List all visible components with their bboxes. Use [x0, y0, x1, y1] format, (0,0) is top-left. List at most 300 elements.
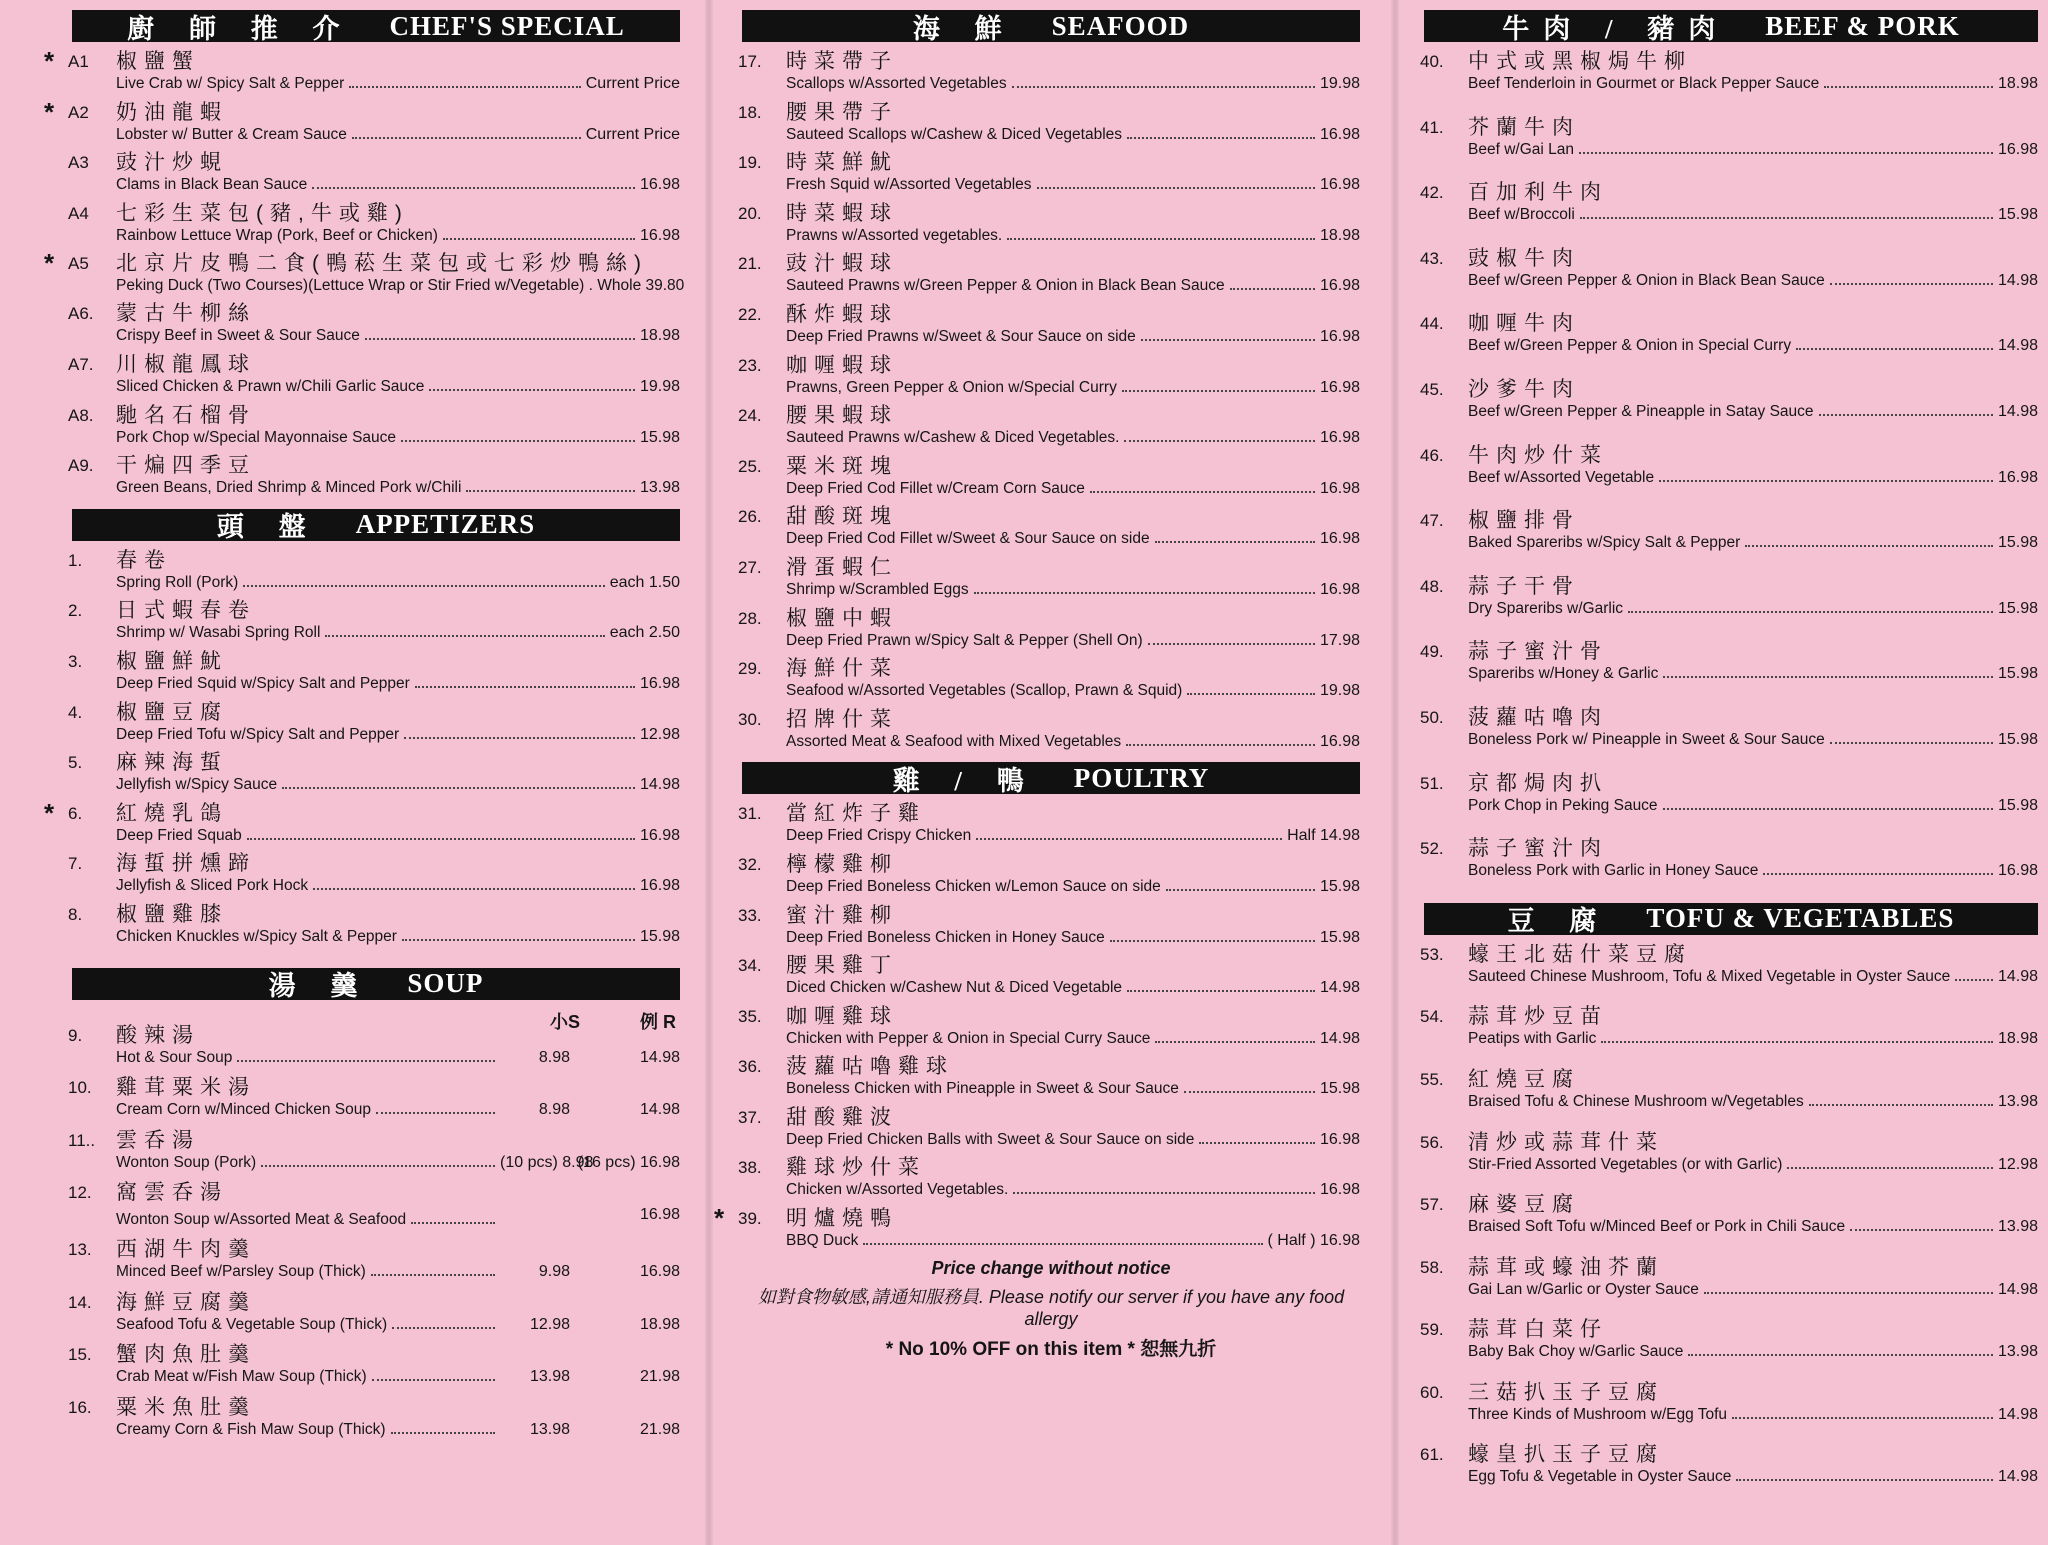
item-price: 14.98 — [1997, 402, 2038, 420]
item-description-line — [1468, 206, 2038, 224]
item-name-en: Stir-Fried Assorted Vegetables (or with Garlic) — [1468, 1155, 1783, 1173]
item-price: ( Half ) 16.98 — [1267, 1232, 1360, 1250]
item-price: 16.98 — [1319, 530, 1360, 548]
item-number — [68, 205, 89, 224]
item-number-text: A9. — [68, 456, 94, 476]
item-price: 14.98 — [1997, 1405, 2038, 1423]
dot-leader — [1830, 283, 1993, 285]
menu-fold-crease — [1391, 0, 1399, 1545]
item-name-en: Peatips with Garlic — [1468, 1030, 1597, 1048]
menu-item — [68, 1237, 680, 1281]
item-price: 16.98 — [639, 826, 680, 844]
item-number — [1420, 1008, 1444, 1027]
item-name-zh: 時菜蝦球 — [786, 201, 898, 225]
item-name-zh: 紅燒乳鴿 — [116, 801, 228, 825]
item-number — [44, 797, 83, 828]
menu-item — [1420, 1380, 2038, 1424]
item-description-line — [786, 1181, 1360, 1199]
section-title-zh: 湯 羹 — [268, 971, 372, 1002]
item-number-text: 27. — [738, 557, 762, 577]
item-name-en: Prawns w/Assorted vegetables. — [786, 226, 1003, 244]
allergy-notice-en: Please notify our server if you have any food allergy — [988, 1286, 1345, 1329]
menu-item — [1420, 837, 2038, 880]
dot-leader — [976, 838, 1282, 840]
dot-leader — [1580, 217, 1993, 219]
section-title-zh: 雞 / 鴨 — [892, 765, 1038, 796]
menu-item — [68, 1395, 680, 1439]
menu-item — [1420, 443, 2038, 487]
item-name-en: Deep Fried Boneless Chicken in Honey Sauce — [786, 928, 1105, 946]
menu-item — [1420, 246, 2038, 290]
item-name-zh: 芥蘭牛肉 — [1468, 115, 1580, 139]
item-number-text: 9. — [68, 1025, 83, 1045]
item-number — [68, 305, 94, 324]
item-price: 15.98 — [639, 428, 680, 446]
item-description-line — [786, 1030, 1360, 1048]
item-name-en: Beef w/Green Pepper & Pineapple in Satay Sauce — [1468, 402, 1814, 420]
dot-leader — [1037, 187, 1315, 189]
price-regular: 14.98 — [639, 1101, 680, 1119]
item-number-text: 40. — [1420, 52, 1444, 71]
item-price: 19.98 — [1319, 75, 1360, 92]
item-description-line — [786, 530, 1360, 548]
item-name-en: Baked Spareribs w/Spicy Salt & Pepper — [1468, 534, 1741, 552]
item-description-line — [1468, 1093, 2038, 1111]
item-description-line — [116, 75, 680, 93]
item-number-text: 3. — [68, 651, 83, 671]
item-description-line — [116, 1154, 680, 1172]
price-small — [500, 1206, 570, 1224]
item-name-en: Braised Soft Tofu w/Minced Beef or Pork in Chili Sauce — [1468, 1218, 1846, 1236]
menu-item — [68, 1023, 680, 1067]
item-number — [68, 906, 82, 925]
item-number — [738, 53, 762, 72]
dot-leader — [1013, 1192, 1315, 1194]
item-price: 13.98 — [1997, 1092, 2038, 1110]
item-number-text: 32. — [738, 854, 762, 874]
item-name-zh: 海鮮什菜 — [786, 657, 898, 681]
item-name-zh: 時菜帶子 — [786, 50, 898, 73]
item-number-text: 4. — [68, 702, 83, 722]
section-header-chef-special — [72, 10, 680, 42]
item-name-en: Deep Fried Squab — [116, 826, 242, 844]
item-name-zh: 豉椒牛肉 — [1468, 246, 1580, 270]
section-header-poultry — [742, 762, 1360, 794]
section-title-en: POULTRY — [1073, 762, 1210, 793]
dot-leader — [392, 1327, 495, 1329]
item-number-text: 48. — [1420, 576, 1444, 596]
item-name-en: Beef Tenderloin in Gourmet or Black Pepper Sauce — [1468, 75, 1820, 92]
item-name-en: Creamy Corn & Fish Maw Soup (Thick) — [116, 1420, 386, 1438]
item-name-zh: 雞球炒什菜 — [786, 1156, 926, 1180]
item-name-zh: 春卷 — [116, 548, 172, 572]
item-name-en: Chicken with Pepper & Onion in Special Curry Sauce — [786, 1029, 1151, 1047]
item-name-en: Pork Chop in Peking Sauce — [1468, 796, 1658, 814]
item-name-zh: 腰果蝦球 — [786, 404, 898, 428]
item-number-text: 36. — [738, 1057, 762, 1077]
item-price: 15.98 — [1997, 534, 2038, 552]
item-description-line — [786, 480, 1360, 498]
item-name-zh: 椒鹽排骨 — [1468, 509, 1580, 533]
item-number — [738, 357, 762, 376]
dot-leader — [974, 592, 1315, 594]
item-name-zh: 咖喱蝦球 — [786, 353, 898, 377]
item-name-en: Hot & Sour Soup — [116, 1048, 233, 1066]
star-marker: * — [714, 1203, 725, 1234]
menu-item — [738, 151, 1360, 194]
item-number — [1420, 775, 1444, 794]
item-name-en: Assorted Meat & Seafood with Mixed Vegetables — [786, 732, 1122, 750]
item-description-line — [1468, 862, 2038, 880]
item-description-line — [116, 827, 680, 845]
item-name-zh: 蜜汁雞柳 — [786, 903, 898, 927]
item-name-zh: 雞茸粟米湯 — [116, 1076, 256, 1100]
item-name-zh: 馳名石榴骨 — [116, 403, 256, 427]
item-description-line — [1468, 665, 2038, 683]
item-price: 15.98 — [1997, 599, 2038, 617]
item-name-en: Beef w/Green Pepper & Onion in Black Bean Sauce — [1468, 271, 1825, 289]
dot-leader — [1955, 979, 1993, 981]
section-title-zh: 廚 師 推 介 — [127, 13, 354, 44]
item-number — [1420, 381, 1444, 400]
item-number — [68, 704, 82, 723]
item-description-line — [116, 378, 680, 396]
item-name-zh: 蠔王北菇什菜豆腐 — [1468, 942, 1692, 966]
item-name-zh: 中式或黑椒焗牛柳 — [1468, 50, 1692, 73]
menu-item — [68, 599, 680, 642]
item-description-line — [786, 328, 1360, 346]
item-name-en: Sliced Chicken & Prawn w/Chili Garlic Sauce — [116, 378, 425, 396]
item-description-line — [1468, 403, 2038, 421]
item-number-text: 54. — [1420, 1007, 1444, 1027]
dot-leader — [349, 86, 580, 88]
dot-leader — [1090, 491, 1315, 493]
poultry-list — [714, 802, 1360, 1250]
no-discount-en: * No 10% OFF on this item — [885, 1338, 1123, 1360]
dot-leader — [1663, 808, 1993, 810]
item-name-en: Cream Corn w/Minced Chicken Soup — [116, 1101, 371, 1119]
item-number — [738, 559, 762, 578]
item-description-line — [116, 327, 680, 345]
dot-leader — [312, 187, 635, 189]
item-name-en: Wonton Soup w/Assorted Meat & Seafood — [116, 1210, 407, 1228]
item-name-en: Crab Meat w/Fish Maw Soup (Thick) — [116, 1368, 367, 1386]
item-name-en: Lobster w/ Butter & Cream Sauce — [116, 125, 347, 143]
item-description-line — [116, 227, 680, 245]
item-name-zh: 蟹肉魚肚羹 — [116, 1343, 256, 1367]
item-description-line — [116, 126, 680, 144]
dot-leader — [411, 1222, 495, 1224]
menu-item — [68, 852, 680, 895]
item-price: 19.98 — [639, 378, 680, 396]
item-name-en: Braised Tofu & Chinese Mushroom w/Vegetables — [1468, 1092, 1804, 1110]
item-number-text: 29. — [738, 659, 762, 679]
item-name-en: Deep Fried Tofu w/Spicy Salt and Pepper — [116, 725, 400, 743]
item-name-en: Three Kinds of Mushroom w/Egg Tofu — [1468, 1405, 1728, 1423]
item-number-text: 23. — [738, 355, 762, 375]
section-title-en: APPETIZERS — [355, 509, 536, 540]
item-description-line — [1468, 968, 2038, 986]
item-number — [738, 1058, 762, 1077]
item-description-line — [1468, 1156, 2038, 1174]
menu-item — [1420, 115, 2038, 159]
item-description-line — [786, 1080, 1360, 1098]
dot-leader — [1187, 693, 1315, 695]
item-number-text: 30. — [738, 709, 762, 729]
menu-panel-middle — [714, 10, 1360, 1361]
item-name-en: Seafood w/Assorted Vegetables (Scallop, Prawn & Squid) — [786, 682, 1183, 700]
item-name-en: Gai Lan w/Garlic or Oyster Sauce — [1468, 1280, 1699, 1298]
item-number — [44, 248, 89, 279]
item-name-en: Rainbow Lettuce Wrap (Pork, Beef or Chicken) — [116, 226, 438, 244]
item-name-en: Diced Chicken w/Cashew Nut & Diced Vegetable — [786, 979, 1123, 997]
item-name-zh: 時菜鮮魷 — [786, 151, 898, 175]
dot-leader — [243, 585, 604, 587]
item-number — [68, 552, 82, 571]
item-number — [44, 96, 89, 127]
item-price: 15.98 — [1997, 796, 2038, 814]
item-name-en: Sauteed Scallops w/Cashew & Diced Vegetables — [786, 125, 1123, 143]
item-number — [68, 1132, 95, 1151]
item-description-line — [1468, 797, 2038, 815]
price-small: (10 pcs) 8.98 — [500, 1153, 594, 1171]
item-name-en: Baby Bak Choy w/Garlic Sauce — [1468, 1343, 1684, 1361]
item-name-zh: 酥炸蝦球 — [786, 302, 898, 326]
item-description-line — [116, 726, 680, 744]
section-title-en: SEAFOOD — [1051, 10, 1190, 41]
item-price: 16.98 — [1319, 1130, 1360, 1148]
item-description-line — [1468, 534, 2038, 552]
section-header-soup — [72, 968, 680, 1000]
item-name-en: Deep Fried Boneless Chicken w/Lemon Sauce on side — [786, 877, 1161, 895]
item-number — [738, 660, 762, 679]
section-title-zh: 豆 腐 — [1507, 906, 1611, 937]
item-name-en: Minced Beef w/Parsley Soup (Thick) — [116, 1262, 366, 1280]
item-description-line — [786, 979, 1360, 997]
item-name-en: Sauteed Chinese Mushroom, Tofu & Mixed Vegetable in Oyster Sauce — [1468, 967, 1951, 985]
tofu-vegetables-list — [1420, 942, 2038, 1486]
item-name-en: Beef w/Green Pepper & Onion in Special Curry — [1468, 337, 1792, 355]
item-number — [1420, 1384, 1444, 1403]
dot-leader — [1824, 86, 1993, 88]
item-number — [1420, 1196, 1444, 1215]
item-name-zh: 京都焗肉扒 — [1468, 771, 1608, 795]
item-price: 14.98 — [1997, 1468, 2038, 1486]
menu-item — [68, 548, 680, 592]
item-price: 15.98 — [1997, 206, 2038, 224]
item-number-text: 38. — [738, 1158, 762, 1178]
item-number — [68, 1346, 92, 1365]
item-price: 16.98 — [1319, 378, 1360, 396]
item-number-text: 42. — [1420, 183, 1444, 203]
dot-leader — [1110, 940, 1315, 942]
dot-leader — [1127, 990, 1315, 992]
dot-leader — [1579, 152, 1993, 154]
item-description-line — [1468, 600, 2038, 618]
menu-item — [738, 1055, 1360, 1098]
item-description-line — [786, 632, 1360, 650]
dot-leader — [376, 1112, 495, 1114]
item-number-text: 13. — [68, 1239, 92, 1259]
menu-item — [738, 1105, 1360, 1149]
item-name-zh: 蒜茸白菜仔 — [1468, 1318, 1608, 1342]
item-name-zh: 酸辣湯 — [116, 1023, 200, 1047]
menu-item — [68, 700, 680, 744]
item-number — [738, 907, 762, 926]
item-name-zh: 蒜子干骨 — [1468, 574, 1580, 598]
item-number-text: 24. — [738, 406, 762, 426]
menu-panel-left — [44, 10, 685, 1448]
menu-item — [1420, 942, 2038, 986]
item-number — [1420, 946, 1444, 965]
item-price: 16.98 — [1319, 732, 1360, 750]
item-number-text: A6. — [68, 304, 94, 324]
item-description-line — [786, 429, 1360, 447]
menu-item — [1420, 509, 2038, 552]
item-number — [738, 1159, 762, 1178]
item-number — [1420, 578, 1444, 597]
item-number-text: 37. — [738, 1107, 762, 1127]
item-number-text: A3 — [68, 153, 89, 173]
item-name-en: Pork Chop w/Special Mayonnaise Sauce — [116, 428, 397, 446]
soup-list — [68, 1023, 680, 1439]
menu-item — [68, 1290, 680, 1334]
menu-item — [44, 96, 680, 144]
price-small: 9.98 — [538, 1262, 570, 1280]
menu-item — [1420, 574, 2038, 618]
star-marker: * — [44, 248, 55, 279]
item-name-zh: 招牌什菜 — [786, 707, 898, 731]
item-name-zh: 甜酸雞波 — [786, 1105, 898, 1129]
dot-leader — [1659, 480, 1993, 482]
menu-item — [738, 454, 1360, 498]
dot-leader — [429, 389, 635, 391]
item-number-text: 51. — [1420, 773, 1444, 793]
item-name-zh: 咖喱雞球 — [786, 1004, 898, 1028]
beef-pork-list — [1420, 50, 2038, 880]
item-number-text: 7. — [68, 854, 83, 874]
item-name-zh: 海蜇拼燻蹄 — [116, 852, 256, 876]
soup-size-small-label: 小S — [549, 1011, 580, 1032]
soup-prices — [500, 1263, 680, 1281]
soup-prices — [500, 1049, 680, 1067]
dot-leader — [1124, 440, 1315, 442]
item-description-line — [786, 277, 1360, 295]
soup-prices — [500, 1368, 680, 1386]
item-number — [1420, 1259, 1444, 1278]
item-name-zh: 蒜茸或蠔油芥蘭 — [1468, 1255, 1664, 1279]
item-number — [738, 205, 762, 224]
allergy-notice-zh: 如對食物敏感,請通知服務員. — [757, 1286, 984, 1307]
item-number-text: 46. — [1420, 445, 1444, 465]
item-price: 12.98 — [1997, 1155, 2038, 1173]
item-description-line — [786, 227, 1360, 245]
menu-item — [68, 201, 680, 245]
item-number-text: 20. — [738, 203, 762, 223]
item-name-zh: 三菇扒玉子豆腐 — [1468, 1380, 1664, 1404]
item-description-line — [116, 1421, 680, 1439]
item-number-text: 33. — [738, 905, 762, 925]
item-name-en: Boneless Pork with Garlic in Honey Sauce — [1468, 862, 1759, 880]
dot-leader — [1148, 643, 1315, 645]
item-number-text: 61. — [1420, 1445, 1444, 1465]
menu-item — [1420, 1130, 2038, 1174]
item-price: 14.98 — [1997, 271, 2038, 289]
item-name-en: Beef w/Assorted Vegetable — [1468, 468, 1655, 486]
item-name-zh: 菠蘿咕嚕肉 — [1468, 705, 1608, 729]
price-small: 8.98 — [538, 1048, 570, 1066]
dot-leader — [1141, 339, 1315, 341]
item-number-text: 15. — [68, 1345, 92, 1365]
item-price: 16.98 — [1319, 277, 1360, 295]
item-name-zh: 蒙古牛柳絲 — [116, 302, 256, 326]
item-name-zh: 干煸四季豆 — [116, 454, 256, 478]
item-description-line — [786, 379, 1360, 397]
item-price: 15.98 — [1997, 730, 2038, 748]
item-name-en: Fresh Squid w/Assorted Vegetables — [786, 176, 1032, 194]
item-name-zh: 蒜茸炒豆苗 — [1468, 1005, 1608, 1029]
item-name-zh: 椒鹽豆腐 — [116, 700, 228, 724]
item-description-line — [116, 1316, 680, 1334]
dot-leader — [247, 838, 635, 840]
item-number-text: 1. — [68, 550, 83, 570]
item-description-line — [1468, 1218, 2038, 1236]
item-name-en: Spareribs w/Honey & Garlic — [1468, 665, 1659, 683]
item-name-zh: 沙爹牛肉 — [1468, 377, 1580, 401]
section-title-en: TOFU & VEGETABLES — [1646, 903, 1955, 934]
price-change-notice: Price change without notice — [931, 1257, 1171, 1278]
item-number-text: 35. — [738, 1006, 762, 1026]
item-number-text: 55. — [1420, 1069, 1444, 1089]
menu-item — [44, 46, 680, 93]
item-number — [68, 154, 89, 173]
item-number — [68, 1241, 92, 1260]
menu-item — [1420, 1255, 2038, 1299]
item-name-zh: 當紅炸子雞 — [786, 802, 926, 826]
item-number-text: 34. — [738, 956, 762, 976]
menu-fold-crease — [705, 0, 713, 1545]
item-price: each 2.50 — [609, 624, 680, 642]
item-number-text: 17. — [738, 52, 762, 71]
item-number-text: 47. — [1420, 511, 1444, 531]
item-price: 13.98 — [1997, 1218, 2038, 1236]
price-small: 13.98 — [529, 1420, 570, 1438]
item-price: 14.98 — [1997, 337, 2038, 355]
item-number-text: A5 — [68, 254, 89, 274]
item-price: 16.98 — [639, 674, 680, 692]
menu-item — [68, 1343, 680, 1386]
item-number — [68, 1027, 82, 1046]
dot-leader — [466, 490, 635, 492]
menu-item — [1420, 377, 2038, 421]
item-price: 13.98 — [1997, 1343, 2038, 1361]
dot-leader — [1732, 1417, 1993, 1419]
item-number — [1420, 1321, 1444, 1340]
dot-leader — [1126, 744, 1315, 746]
item-name-zh: 椒鹽雞膝 — [116, 902, 228, 926]
item-number-text: 25. — [738, 456, 762, 476]
price-small: 12.98 — [529, 1315, 570, 1333]
menu-item — [68, 751, 680, 794]
item-number — [738, 255, 762, 274]
item-description-line — [116, 277, 685, 295]
menu-item — [68, 353, 680, 396]
item-price: 15.98 — [1997, 665, 2038, 683]
item-number — [738, 1008, 762, 1027]
menu-item — [738, 802, 1360, 845]
menu-item — [738, 606, 1360, 650]
item-description-line — [786, 1131, 1360, 1149]
